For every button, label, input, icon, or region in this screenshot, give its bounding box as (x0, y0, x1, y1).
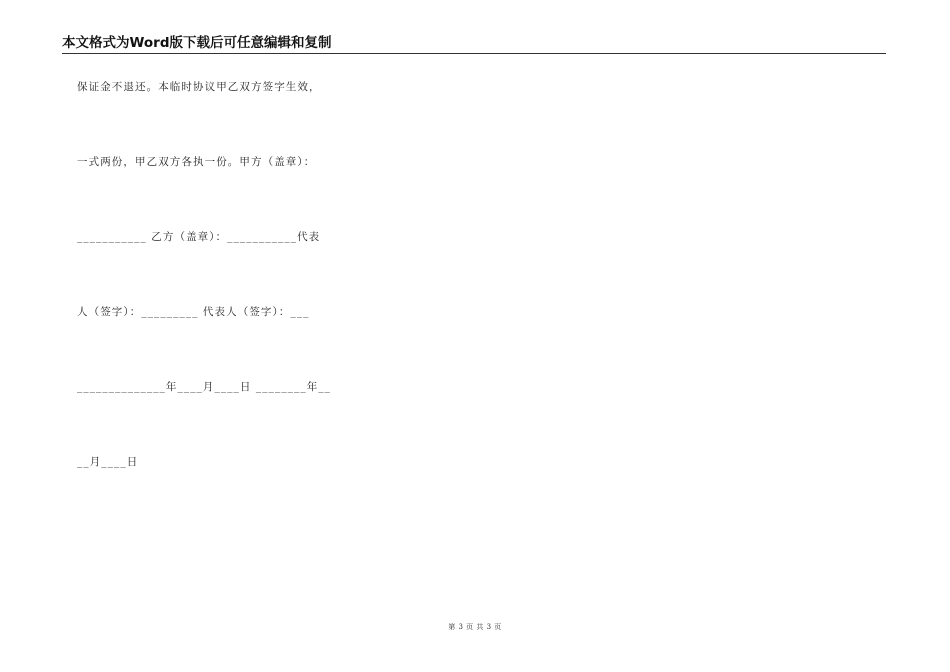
page-number: 第 3 页 共 3 页 (448, 623, 502, 631)
body-line: 一式两份，甲乙双方各执一份。甲方（盖章）： (77, 156, 316, 168)
page-footer (0, 622, 950, 632)
body-line: __月____日 (77, 456, 139, 468)
body-line: ______________年____月____日 ________年__ (77, 381, 332, 393)
body-line: 保证金不退还。本临时协议甲乙双方签字生效， (77, 81, 321, 93)
body-line: 人（签字）：_________ 代表人（签字）：___ (77, 306, 310, 318)
body-line: ___________ 乙方（盖章）：___________代表 (77, 231, 321, 243)
page-header (62, 35, 886, 54)
header-title: 本文格式为Word版下载后可任意编辑和复制 (62, 35, 332, 51)
